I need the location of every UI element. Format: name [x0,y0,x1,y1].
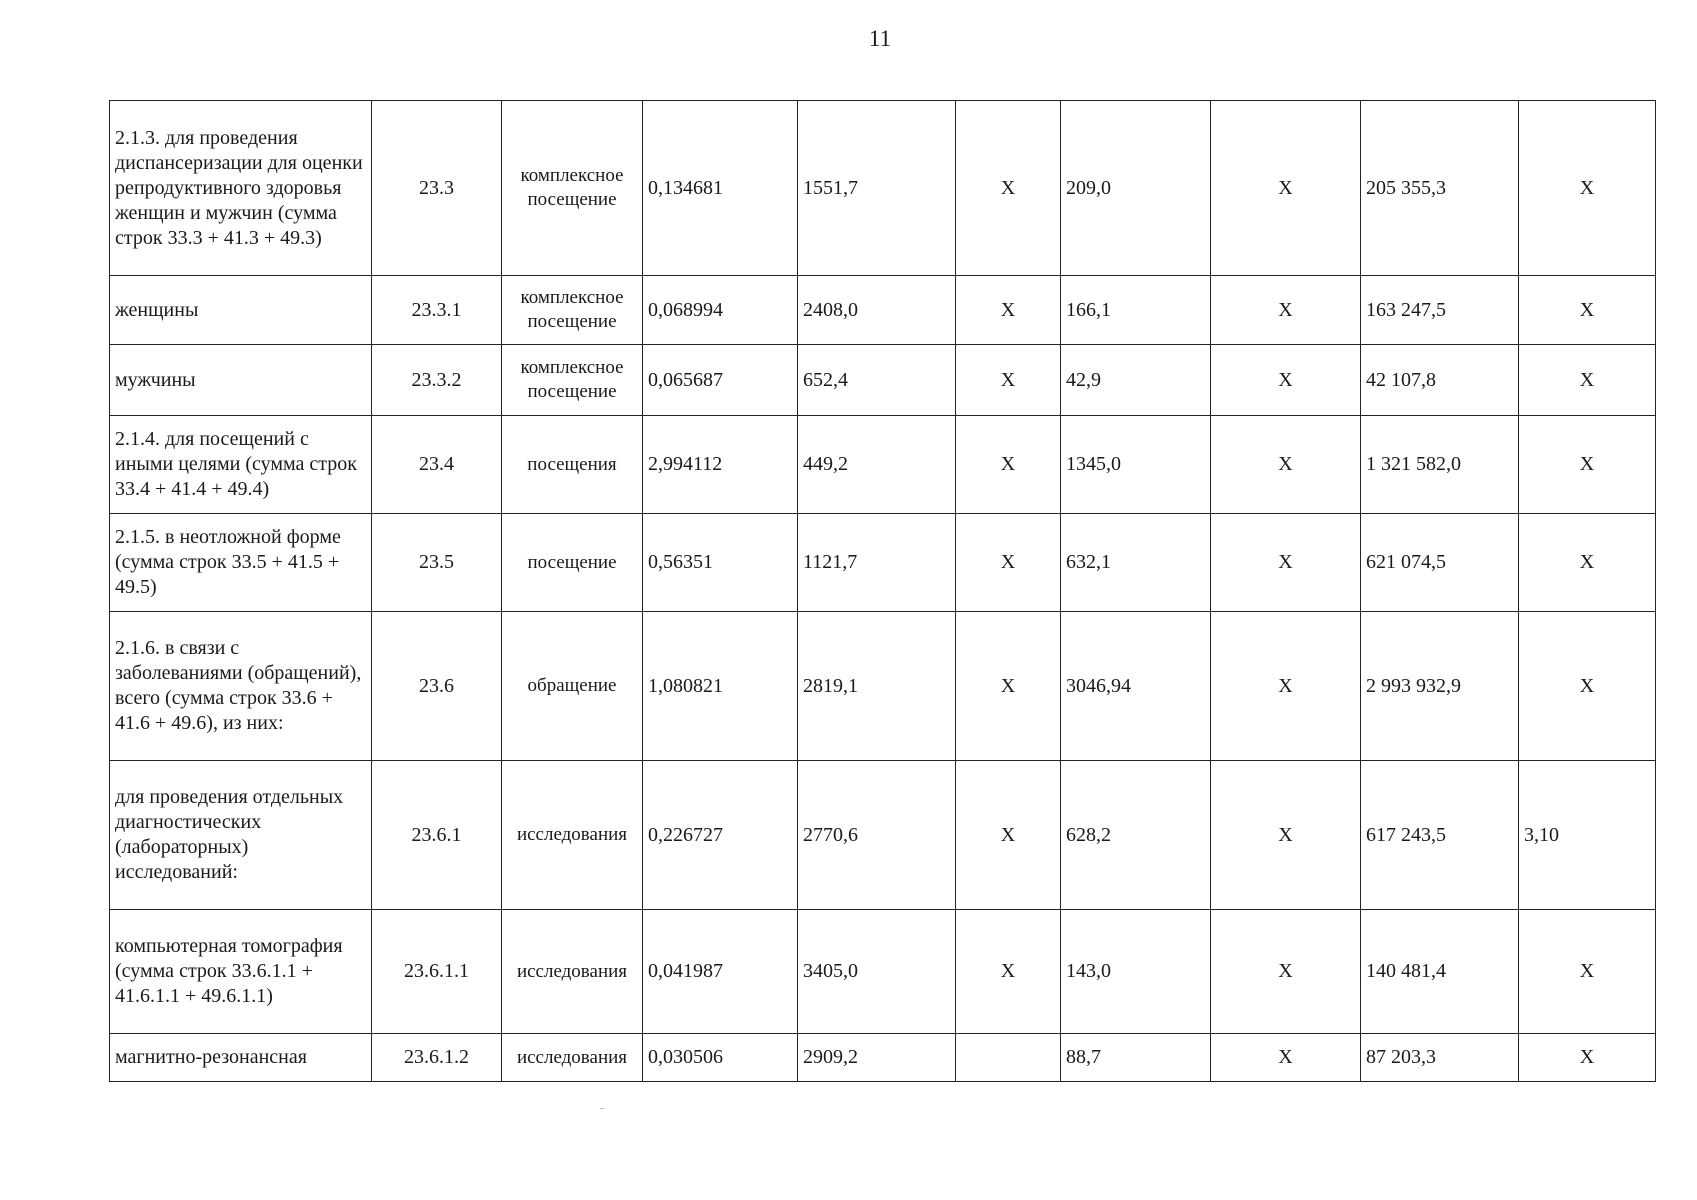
row-col6-cell: X [956,761,1061,910]
row-code-cell: 23.6.1 [372,761,502,910]
row-unit-cell: комплексное посещение [502,345,643,416]
row-col7-cell: 166,1 [1061,276,1211,345]
row-norm-cell: 0,041987 [643,910,798,1034]
row-col7-cell: 628,2 [1061,761,1211,910]
row-unit-cell: исследования [502,761,643,910]
row-cost-cell: 2819,1 [798,612,956,761]
row-col8-cell: X [1211,101,1361,276]
row-col8-cell: X [1211,612,1361,761]
row-cost-cell: 2408,0 [798,276,956,345]
row-col10-cell: X [1519,276,1656,345]
row-col10-cell: X [1519,345,1656,416]
row-col9-cell: 163 247,5 [1361,276,1519,345]
row-norm-cell: 0,030506 [643,1034,798,1082]
row-norm-cell: 1,080821 [643,612,798,761]
row-name-cell: компьютерная томография (сумма строк 33.6.1.1 + 41.6.1.1 + 49.6.1.1) [110,910,372,1034]
table-row [110,276,1656,345]
row-col6-cell [956,1034,1061,1082]
row-unit-cell: посещения [502,416,643,514]
row-col10-cell: X [1519,101,1656,276]
row-unit-cell: исследования [502,910,643,1034]
row-name-cell: для проведения отдельных диагностических (лабораторных) исследований: [110,761,372,910]
table-row [110,514,1656,612]
row-cost-cell: 2909,2 [798,1034,956,1082]
row-norm-cell: 0,56351 [643,514,798,612]
row-col10-cell: X [1519,910,1656,1034]
row-col10-cell: X [1519,514,1656,612]
row-col7-cell: 1345,0 [1061,416,1211,514]
table-row [110,101,1656,276]
row-col9-cell: 1 321 582,0 [1361,416,1519,514]
row-col9-cell: 617 243,5 [1361,761,1519,910]
row-cost-cell: 449,2 [798,416,956,514]
row-col8-cell: X [1211,910,1361,1034]
row-col8-cell: X [1211,416,1361,514]
row-col8-cell: X [1211,276,1361,345]
row-cost-cell: 1551,7 [798,101,956,276]
row-col9-cell: 87 203,3 [1361,1034,1519,1082]
table-body [110,101,1656,1082]
tariff-table [109,100,1656,1082]
table-row [110,1034,1656,1082]
row-col6-cell: X [956,910,1061,1034]
table-row [110,761,1656,910]
row-unit-cell: комплексное посещение [502,276,643,345]
page-number: 11 [868,26,892,51]
row-code-cell: 23.6 [372,612,502,761]
row-col6-cell: X [956,276,1061,345]
table-row [110,612,1656,761]
row-col9-cell: 140 481,4 [1361,910,1519,1034]
table-row [110,416,1656,514]
row-code-cell: 23.6.1.2 [372,1034,502,1082]
row-col6-cell: X [956,416,1061,514]
row-norm-cell: 0,068994 [643,276,798,345]
row-col8-cell: X [1211,345,1361,416]
row-cost-cell: 1121,7 [798,514,956,612]
row-cost-cell: 3405,0 [798,910,956,1034]
row-col9-cell: 42 107,8 [1361,345,1519,416]
row-name-cell: женщины [110,276,372,345]
row-col7-cell: 42,9 [1061,345,1211,416]
row-code-cell: 23.5 [372,514,502,612]
row-unit-cell: обращение [502,612,643,761]
row-code-cell: 23.3.2 [372,345,502,416]
row-col8-cell: X [1211,761,1361,910]
row-col10-cell: X [1519,416,1656,514]
row-name-cell: мужчины [110,345,372,416]
row-code-cell: 23.3 [372,101,502,276]
row-unit-cell: комплексное посещение [502,101,643,276]
row-norm-cell: 0,134681 [643,101,798,276]
row-col6-cell: X [956,514,1061,612]
row-code-cell: 23.6.1.1 [372,910,502,1034]
row-col6-cell: X [956,101,1061,276]
row-col7-cell: 209,0 [1061,101,1211,276]
row-col6-cell: X [956,345,1061,416]
row-col9-cell: 621 074,5 [1361,514,1519,612]
row-col7-cell: 143,0 [1061,910,1211,1034]
row-col6-cell: X [956,612,1061,761]
row-name-cell: 2.1.3. для проведения диспансеризации для оценки репродуктивного здоровья женщин и мужчин (сумма строк 33.3 + 41.3 + 49.3) [110,101,372,276]
row-col9-cell: 205 355,3 [1361,101,1519,276]
row-col8-cell: X [1211,514,1361,612]
row-unit-cell: посещение [502,514,643,612]
row-cost-cell: 652,4 [798,345,956,416]
row-code-cell: 23.3.1 [372,276,502,345]
row-col7-cell: 632,1 [1061,514,1211,612]
row-norm-cell: 0,065687 [643,345,798,416]
row-cost-cell: 2770,6 [798,761,956,910]
row-norm-cell: 0,226727 [643,761,798,910]
row-name-cell: 2.1.5. в неотложной форме (сумма строк 33.5 + 41.5 + 49.5) [110,514,372,612]
row-col10-cell: X [1519,1034,1656,1082]
scan-speck [600,1108,604,1109]
row-col10-cell: 3,10 [1519,761,1656,910]
row-unit-cell: исследования [502,1034,643,1082]
row-col8-cell: X [1211,1034,1361,1082]
row-code-cell: 23.4 [372,416,502,514]
table-row [110,910,1656,1034]
row-col9-cell: 2 993 932,9 [1361,612,1519,761]
row-name-cell: 2.1.4. для посещений с иными целями (сумма строк 33.4 + 41.4 + 49.4) [110,416,372,514]
row-col7-cell: 88,7 [1061,1034,1211,1082]
row-col10-cell: X [1519,612,1656,761]
row-name-cell: магнитно-резонансная [110,1034,372,1082]
row-col7-cell: 3046,94 [1061,612,1211,761]
table-row [110,345,1656,416]
row-name-cell: 2.1.6. в связи с заболеваниями (обращений), всего (сумма строк 33.6 + 41.6 + 49.6), из них: [110,612,372,761]
row-norm-cell: 2,994112 [643,416,798,514]
